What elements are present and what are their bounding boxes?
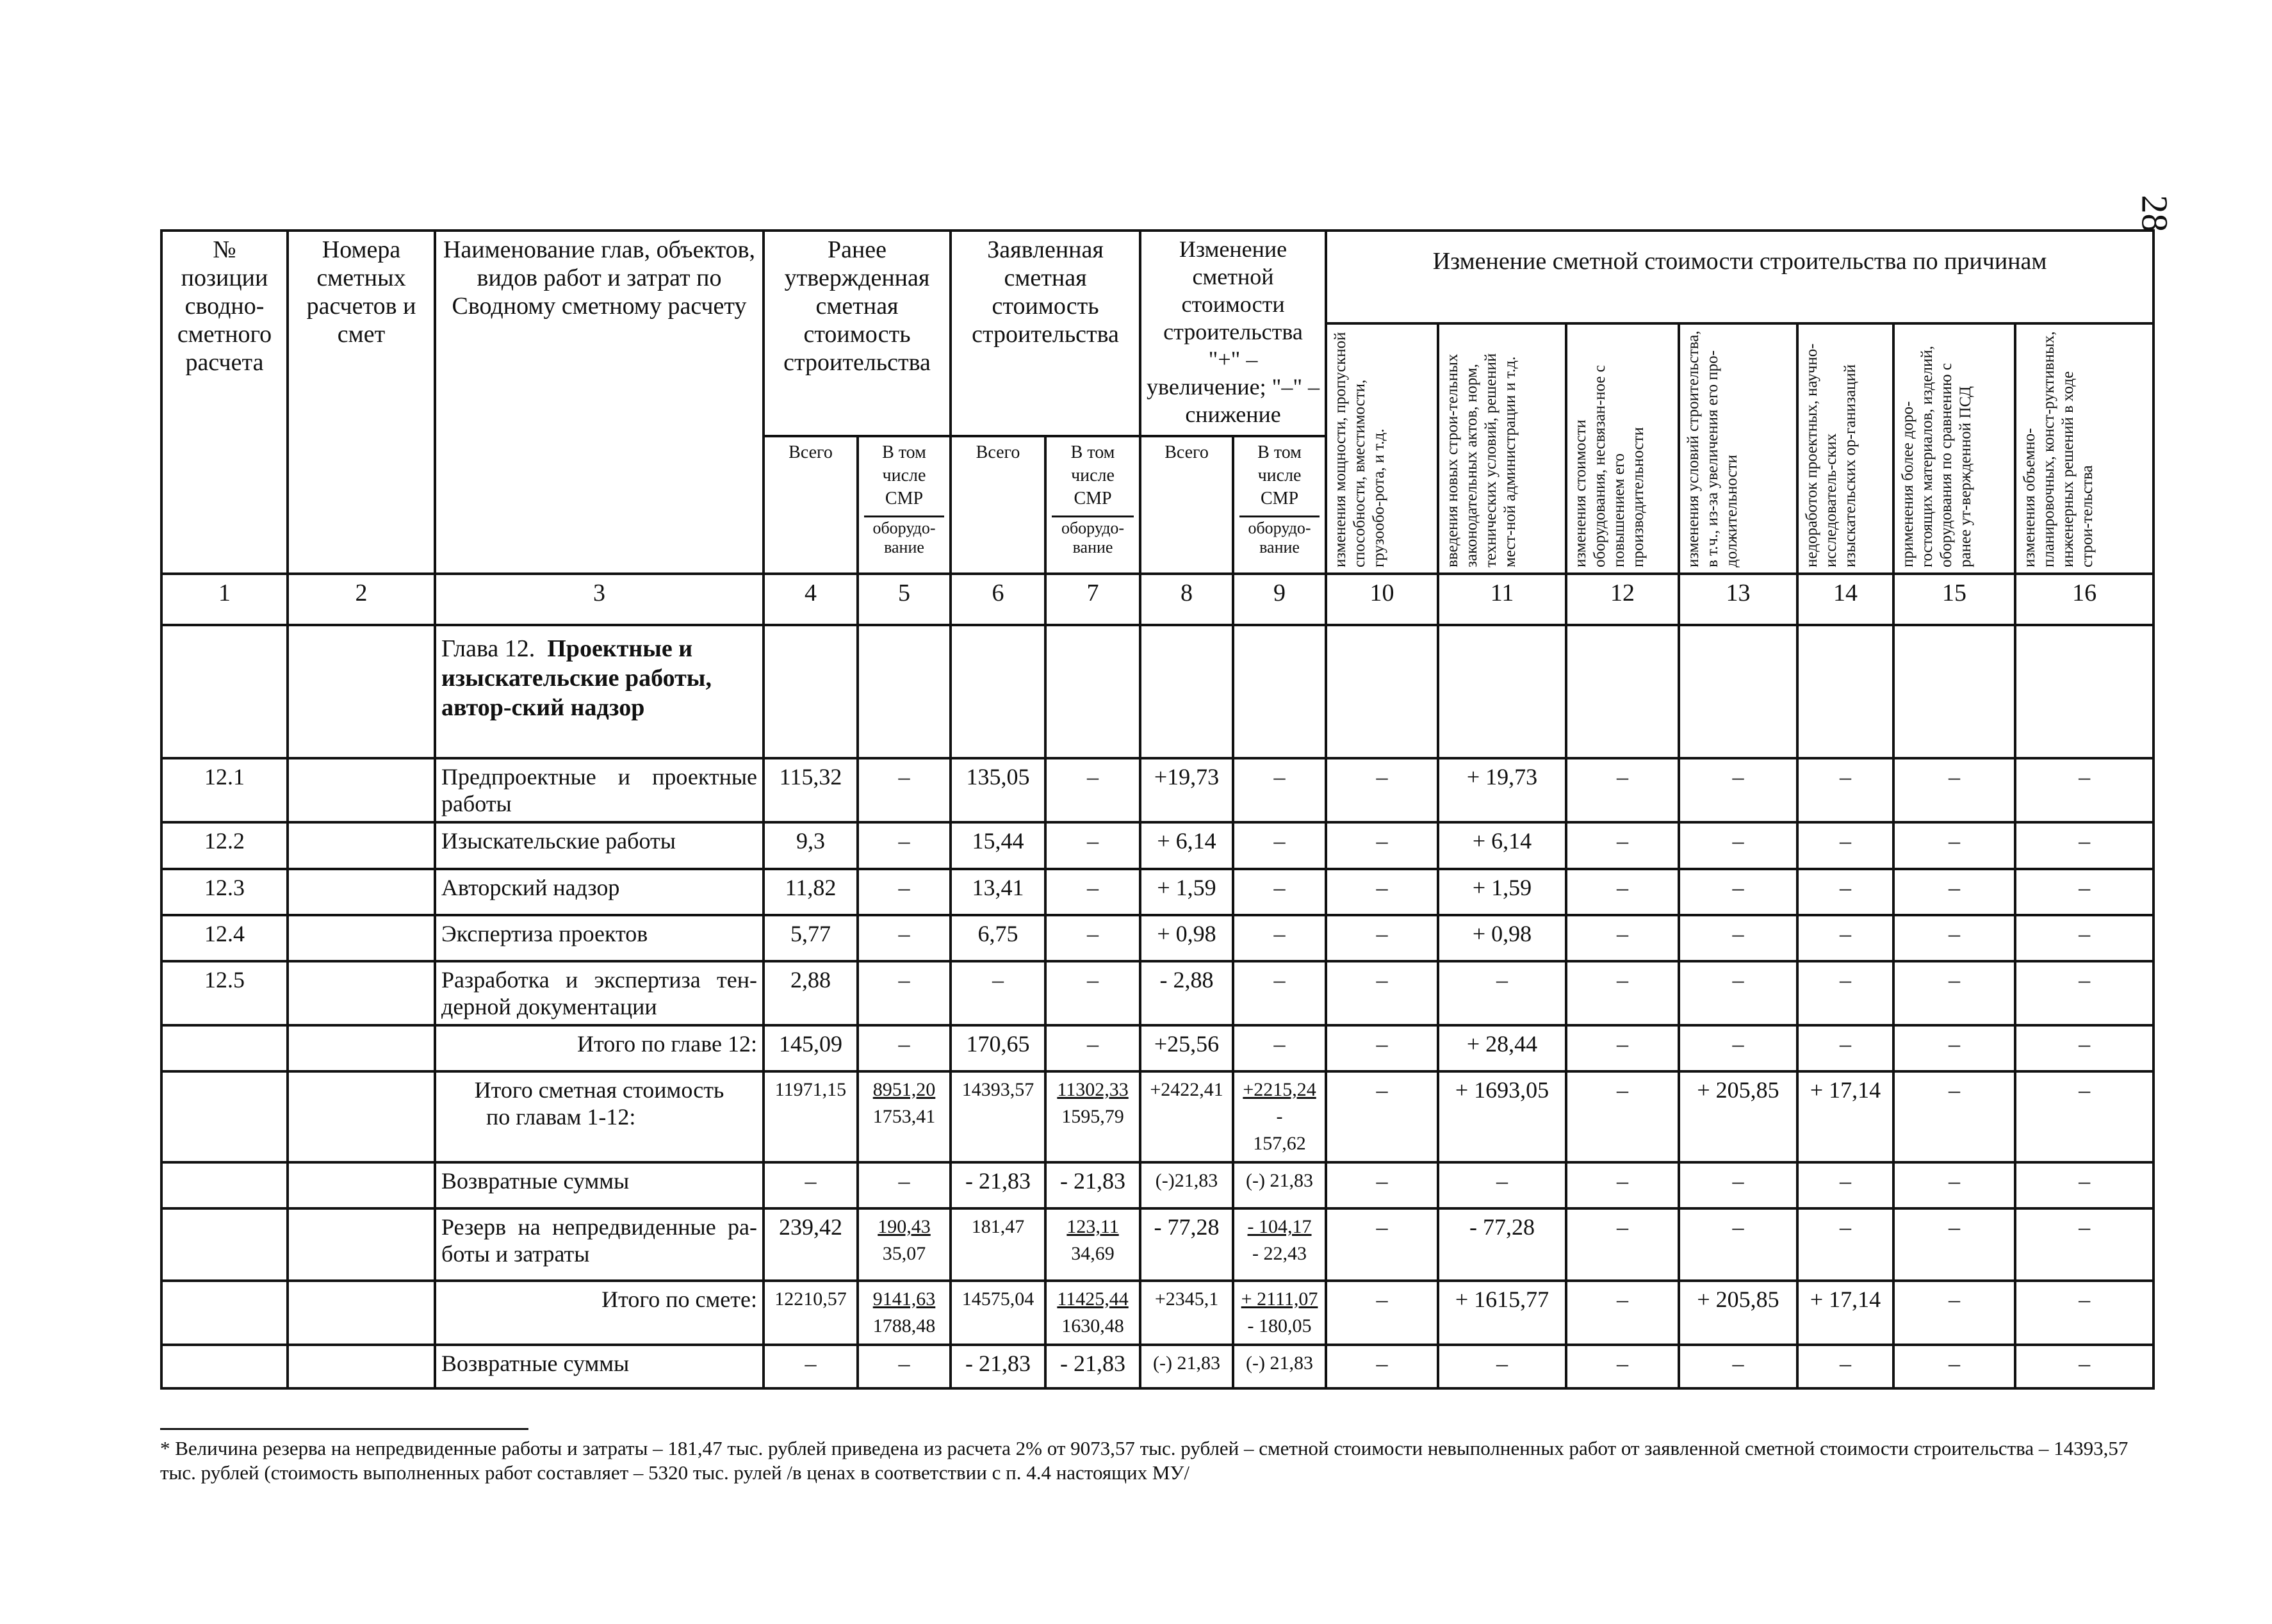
value-cell: –	[2015, 822, 2153, 868]
value-cell: –	[1326, 1208, 1438, 1280]
value-cell: –	[1045, 869, 1140, 915]
value-cell: –	[1566, 915, 1679, 961]
value-cell: –	[1679, 822, 1797, 868]
colnum: 1	[161, 574, 288, 625]
reason-equipment-cost: изменения стоимости оборудования, несвязан-ное с повышением его производительности	[1566, 323, 1679, 574]
column-numbers-row	[161, 574, 2153, 625]
value-cell: –	[2015, 1162, 2153, 1208]
sub-incl-9: В том числе СМР оборудо-вание	[1233, 436, 1326, 574]
value-cell: –	[1326, 758, 1438, 822]
item-name: Предпроектные и проектные работы	[435, 758, 764, 822]
returns-label: Возвратные суммы	[435, 1162, 764, 1208]
value-cell: –	[2015, 1208, 2153, 1280]
total-estimate-label: Итого по смете:	[435, 1281, 764, 1345]
value-cell: + 205,85	[1679, 1071, 1797, 1162]
value-cell: –	[1797, 1025, 1893, 1071]
value-cell: –	[1233, 869, 1326, 915]
sub-total-8: Всего	[1140, 436, 1233, 574]
value-cell: –	[1045, 822, 1140, 868]
value-cell: + 6,14	[1438, 822, 1566, 868]
value-cell: + 1693,05	[1438, 1071, 1566, 1162]
value-cell: + 6,14	[1140, 822, 1233, 868]
value-cell: - 2,88	[1140, 961, 1233, 1025]
value-cell: –	[1045, 961, 1140, 1025]
value-cell: –	[1679, 961, 1797, 1025]
value-cell: –	[858, 822, 951, 868]
value-cell: –	[1797, 1208, 1893, 1280]
sub-total-6: Всего	[951, 436, 1045, 574]
value-cell: –	[1566, 1071, 1679, 1162]
value-cell: –	[1893, 1208, 2015, 1280]
value-cell: –	[1893, 1025, 2015, 1071]
reserve-row	[161, 1208, 2153, 1280]
sub-incl-7: В том числе СМР оборудо-вание	[1045, 436, 1140, 574]
value-cell: 11425,44 1630,48	[1045, 1281, 1140, 1345]
header-estimate-numbers: Номера сметных расчетов и смет	[288, 231, 435, 574]
value-cell: –	[1893, 1345, 2015, 1388]
value-cell: –	[1893, 758, 2015, 822]
value-cell: –	[1326, 1162, 1438, 1208]
value-cell: +2422,41	[1140, 1071, 1233, 1162]
colnum: 2	[288, 574, 435, 625]
value-cell: 181,47	[951, 1208, 1045, 1280]
position-cell: 12.4	[161, 915, 288, 961]
header-declared: Заявленная сметная стоимость строительства	[951, 231, 1140, 436]
value-cell: –	[1797, 758, 1893, 822]
value-cell: 2,88	[764, 961, 858, 1025]
total-chapter-row	[161, 1025, 2153, 1071]
value-cell: + 2111,07 - 180,05	[1233, 1281, 1326, 1345]
colnum: 7	[1045, 574, 1140, 625]
value-cell: –	[1438, 1162, 1566, 1208]
value-cell: - 21,83	[1045, 1345, 1140, 1388]
colnum: 11	[1438, 574, 1566, 625]
chapter-title	[435, 625, 764, 758]
value-cell: +19,73	[1140, 758, 1233, 822]
value-cell: –	[1797, 961, 1893, 1025]
value-cell: –	[1045, 758, 1140, 822]
value-cell: - 77,28	[1438, 1208, 1566, 1280]
value-cell: - 77,28	[1140, 1208, 1233, 1280]
sub-incl-5: В том числе СМР оборудо-вание	[858, 436, 951, 574]
value-cell: –	[1566, 1281, 1679, 1345]
header-change-reasons: Изменение сметной стоимости строительства по причинам	[1326, 231, 2153, 323]
value-cell: –	[1797, 822, 1893, 868]
value-cell: 11971,15	[764, 1071, 858, 1162]
page-number: 28	[2134, 195, 2176, 232]
value-cell: –	[1233, 961, 1326, 1025]
reserve-label: Резерв на непредвиденные ра-боты и затраты	[435, 1208, 764, 1280]
value-cell: –	[951, 961, 1045, 1025]
value-cell: 13,41	[951, 869, 1045, 915]
value-cell: –	[2015, 915, 2153, 961]
total-chapters-label: Итого сметная стоимость по главам 1-12:	[435, 1071, 764, 1162]
value-cell: –	[858, 1025, 951, 1071]
value-cell: –	[1797, 915, 1893, 961]
value-cell: 123,11 34,69	[1045, 1208, 1140, 1280]
value-cell: –	[858, 1345, 951, 1388]
value-cell: –	[1566, 758, 1679, 822]
value-cell: –	[1326, 1281, 1438, 1345]
reason-conditions: изменения условий строительства, в т.ч., из-за увеличения его про-должительности	[1679, 323, 1797, 574]
item-name: Разработка и экспертиза тен-дерной документации	[435, 961, 764, 1025]
value-cell: –	[1045, 915, 1140, 961]
value-cell: –	[1679, 1345, 1797, 1388]
colnum: 12	[1566, 574, 1679, 625]
total-chapters-row	[161, 1071, 2153, 1162]
value-cell: 12210,57	[764, 1281, 858, 1345]
value-cell: –	[1893, 1281, 2015, 1345]
value-cell: 5,77	[764, 915, 858, 961]
value-cell: –	[1566, 1345, 1679, 1388]
value-cell: –	[1679, 1162, 1797, 1208]
value-cell: –	[1893, 822, 2015, 868]
value-cell: –	[2015, 1281, 2153, 1345]
reason-design-flaws: недоработок проектных, научно-исследователь-ских изыскательских ор-ганизаций	[1797, 323, 1893, 574]
value-cell: –	[858, 758, 951, 822]
value-cell: + 0,98	[1140, 915, 1233, 961]
value-cell: –	[1566, 1208, 1679, 1280]
colnum: 5	[858, 574, 951, 625]
total-chapter-label: Итого по главе 12:	[435, 1025, 764, 1071]
position-cell: 12.3	[161, 869, 288, 915]
value-cell: 145,09	[764, 1025, 858, 1071]
value-cell: (-) 21,83	[1233, 1345, 1326, 1388]
reason-expensive-materials: применения более доро-гостоящих материалов, изделий, оборудования по сравнению с ранее ут-вержденной ПСД	[1893, 323, 2015, 574]
value-cell: - 104,17 - 22,43	[1233, 1208, 1326, 1280]
value-cell: –	[1679, 1208, 1797, 1280]
value-cell: 11,82	[764, 869, 858, 915]
header-row-1	[161, 231, 2153, 323]
value-cell: –	[1566, 961, 1679, 1025]
value-cell: + 17,14	[1797, 1281, 1893, 1345]
colnum: 15	[1893, 574, 2015, 625]
value-cell: 8951,20 1753,41	[858, 1071, 951, 1162]
colnum: 8	[1140, 574, 1233, 625]
sub-total-4: Всего	[764, 436, 858, 574]
value-cell: –	[1893, 915, 2015, 961]
value-cell: –	[1893, 869, 2015, 915]
reason-design-changes: изменения объемно-планировочных, конст-руктивных, инженерных решений в ходе строи-тельства	[2015, 323, 2153, 574]
header-change: Изменение сметной стоимости строительства "+" – увеличение; "–" – снижение	[1140, 231, 1326, 436]
value-cell: –	[858, 1162, 951, 1208]
value-cell: + 17,14	[1797, 1071, 1893, 1162]
item-name: Изыскательские работы	[435, 822, 764, 868]
value-cell: 11302,33 1595,79	[1045, 1071, 1140, 1162]
value-cell: –	[1566, 869, 1679, 915]
header-position: № позиции сводно-сметного расчета	[161, 231, 288, 574]
value-cell: –	[764, 1162, 858, 1208]
colnum: 9	[1233, 574, 1326, 625]
value-cell: (-) 21,83	[1140, 1345, 1233, 1388]
value-cell: 14575,04	[951, 1281, 1045, 1345]
value-cell: –	[2015, 961, 2153, 1025]
value-cell: –	[1679, 869, 1797, 915]
colnum: 6	[951, 574, 1045, 625]
colnum: 13	[1679, 574, 1797, 625]
value-cell: –	[1233, 915, 1326, 961]
value-cell: –	[1326, 1071, 1438, 1162]
value-cell: 9,3	[764, 822, 858, 868]
reason-capacity: изменения мощности, пропускной способности, вместимости, грузообо-рота, и т.д.	[1326, 323, 1438, 574]
value-cell: –	[1326, 961, 1438, 1025]
header-name: Наименование глав, объектов, видов работ и затрат по Сводному сметному расчету	[435, 231, 764, 574]
value-cell: 135,05	[951, 758, 1045, 822]
value-cell: –	[1566, 822, 1679, 868]
value-cell: –	[1893, 1071, 2015, 1162]
value-cell: –	[1438, 961, 1566, 1025]
value-cell: –	[1893, 1162, 2015, 1208]
value-cell: –	[2015, 758, 2153, 822]
item-name: Авторский надзор	[435, 869, 764, 915]
value-cell: 6,75	[951, 915, 1045, 961]
position-cell: 12.1	[161, 758, 288, 822]
value-cell: –	[1566, 1162, 1679, 1208]
value-cell: + 205,85	[1679, 1281, 1797, 1345]
reason-new-norms: введения новых строи-тельных законодательных актов, норм, технических условий, решений мест-ной администрации и т.д.	[1438, 323, 1566, 574]
position-cell: 12.2	[161, 822, 288, 868]
value-cell: –	[1679, 915, 1797, 961]
colnum: 16	[2015, 574, 2153, 625]
total-estimate-row	[161, 1281, 2153, 1345]
value-cell: + 28,44	[1438, 1025, 1566, 1071]
value-cell: +2345,1	[1140, 1281, 1233, 1345]
value-cell: –	[1326, 1025, 1438, 1071]
value-cell: –	[1326, 822, 1438, 868]
value-cell: 170,65	[951, 1025, 1045, 1071]
value-cell: –	[1679, 1025, 1797, 1071]
value-cell: 190,43 35,07	[858, 1208, 951, 1280]
chapter-row	[161, 625, 2153, 758]
value-cell: 239,42	[764, 1208, 858, 1280]
table-row	[161, 869, 2153, 915]
value-cell: 9141,63 1788,48	[858, 1281, 951, 1345]
chapter-label: Глава 12.	[441, 635, 535, 662]
item-name: Экспертиза проектов	[435, 915, 764, 961]
value-cell: + 1615,77	[1438, 1281, 1566, 1345]
chapter-name: Проектные и изыскательские работы, автор-ский надзор	[441, 635, 712, 721]
value-cell: –	[764, 1345, 858, 1388]
value-cell: (-) 21,83	[1233, 1162, 1326, 1208]
colnum: 10	[1326, 574, 1438, 625]
value-cell: (-)21,83	[1140, 1162, 1233, 1208]
value-cell: –	[1893, 961, 2015, 1025]
value-cell: –	[1326, 1345, 1438, 1388]
returns-label: Возвратные суммы	[435, 1345, 764, 1388]
table-row	[161, 915, 2153, 961]
value-cell: –	[2015, 869, 2153, 915]
value-cell: –	[1438, 1345, 1566, 1388]
value-cell: –	[1797, 1162, 1893, 1208]
value-cell: + 1,59	[1438, 869, 1566, 915]
colnum: 4	[764, 574, 858, 625]
position-cell: 12.5	[161, 961, 288, 1025]
footnote: * Величина резерва на непредвиденные работы и затраты – 181,47 тыс. рублей приведена из расчета 2% от 9073,57 тыс. рублей – сметной стоимости невыполненных работ от заявленной сметной стоимости строительства – 14393,57 тыс. рублей (стоимость выполненных работ составляет – 5320 тыс. рулей /в ценах в соответствии с п. 4.4 настоящих МУ/	[160, 1437, 2129, 1484]
value-cell: –	[1566, 1025, 1679, 1071]
value-cell: –	[1045, 1025, 1140, 1071]
table-row	[161, 961, 2153, 1025]
value-cell: –	[858, 961, 951, 1025]
value-cell: –	[1326, 869, 1438, 915]
value-cell: - 21,83	[1045, 1162, 1140, 1208]
value-cell: –	[1233, 758, 1326, 822]
table-row	[161, 822, 2153, 868]
value-cell: + 19,73	[1438, 758, 1566, 822]
value-cell: + 1,59	[1140, 869, 1233, 915]
colnum: 3	[435, 574, 764, 625]
value-cell: –	[1233, 822, 1326, 868]
returns-row	[161, 1162, 2153, 1208]
value-cell: - 21,83	[951, 1345, 1045, 1388]
value-cell: –	[1797, 1345, 1893, 1388]
value-cell: –	[1797, 869, 1893, 915]
returns-row	[161, 1345, 2153, 1388]
value-cell: + 0,98	[1438, 915, 1566, 961]
value-cell: –	[1679, 758, 1797, 822]
estimate-table	[160, 229, 2155, 1390]
value-cell: –	[858, 869, 951, 915]
value-cell: 14393,57	[951, 1071, 1045, 1162]
value-cell: –	[858, 915, 951, 961]
value-cell: - 21,83	[951, 1162, 1045, 1208]
colnum: 14	[1797, 574, 1893, 625]
value-cell: –	[1326, 915, 1438, 961]
footnote-divider	[160, 1428, 528, 1430]
value-cell: –	[2015, 1345, 2153, 1388]
value-cell: –	[2015, 1025, 2153, 1071]
value-cell: 15,44	[951, 822, 1045, 868]
value-cell: 115,32	[764, 758, 858, 822]
value-cell: +2215,24 - 157,62	[1233, 1071, 1326, 1162]
value-cell: –	[2015, 1071, 2153, 1162]
header-previously-approved: Ранее утвержденная сметная стоимость строительства	[764, 231, 951, 436]
table-row	[161, 758, 2153, 822]
value-cell: –	[1233, 1025, 1326, 1071]
value-cell: +25,56	[1140, 1025, 1233, 1071]
